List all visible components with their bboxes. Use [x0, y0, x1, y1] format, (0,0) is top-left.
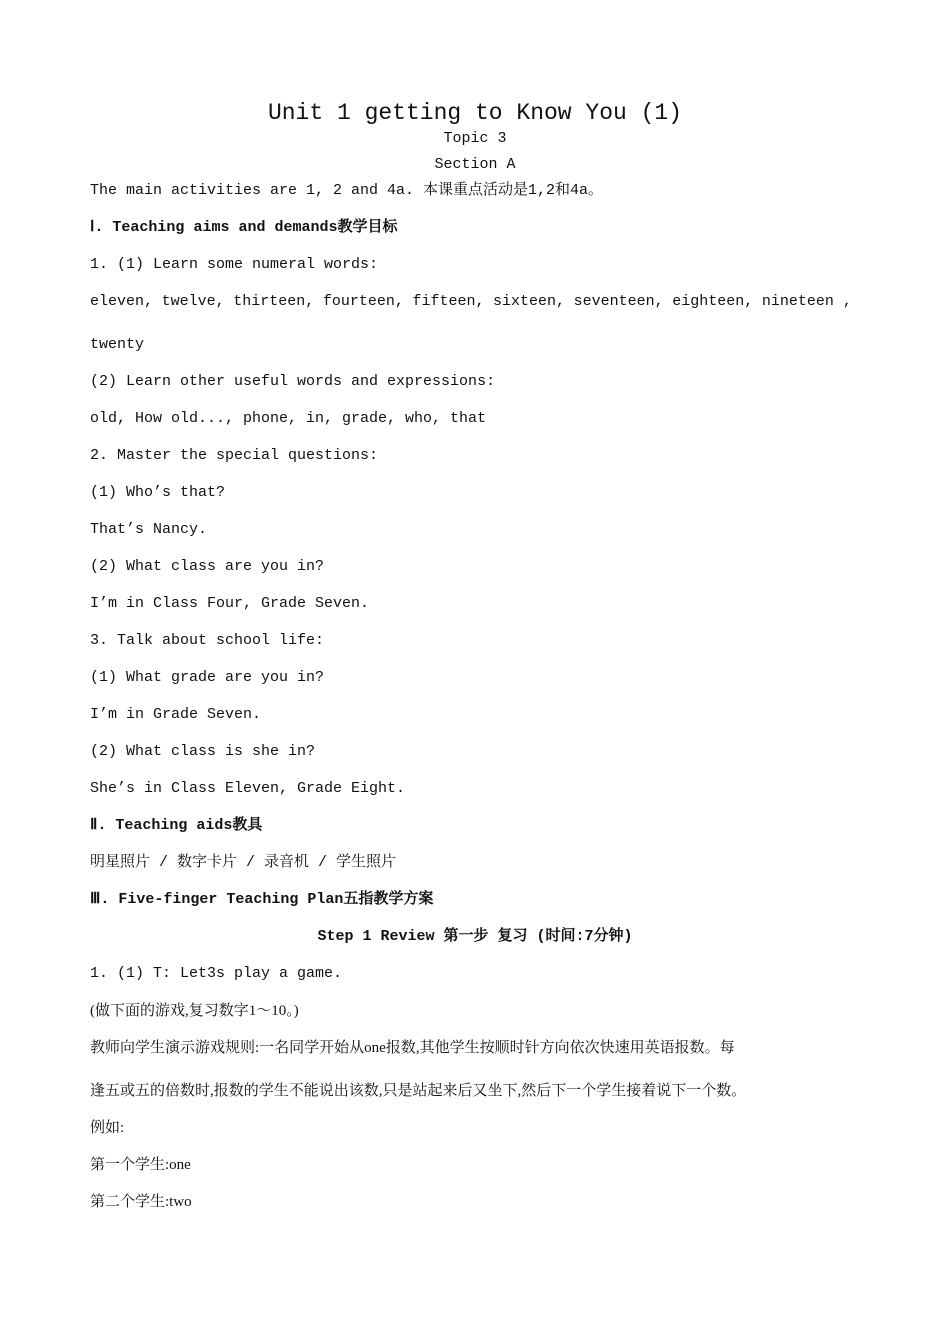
question-4: (2) What class is she in?: [90, 743, 316, 760]
question-3: (1) What grade are you in?: [90, 669, 325, 686]
numeral-word-last: twenty: [90, 336, 145, 353]
step-1-line-6: 第一个学生:one: [90, 1157, 191, 1173]
intro-text: The main activities are 1, 2 and 4a. 本课重点活动是1,2和4a。: [90, 182, 604, 199]
answer-3: I’m in Grade Seven.: [90, 706, 262, 723]
aim-item-2: 2. Master the special questions:: [90, 447, 379, 464]
step-1-line-7: 第二个学生:two: [90, 1194, 192, 1210]
step-1-line-4: 逢五或五的倍数时,报数的学生不能说出该数,只是站起来后又坐下,然后下一个学生接着说下一个数。: [90, 1083, 747, 1099]
numeral-word: eleven,: [90, 293, 154, 310]
numeral-word: fifteen,: [412, 293, 485, 310]
expressions-list: old, How old..., phone, in, grade, who, that: [90, 410, 487, 427]
document-title: Unit 1 getting to Know You (1): [267, 100, 683, 126]
numeral-word: sixteen,: [493, 293, 566, 310]
question-2: (2) What class are you in?: [90, 558, 325, 575]
answer-4: She’s in Class Eleven, Grade Eight.: [90, 780, 406, 797]
numeral-word: eighteen,: [672, 293, 754, 310]
answer-2: I’m in Class Four, Grade Seven.: [90, 595, 370, 612]
numeral-word: nineteen ,: [761, 293, 852, 310]
step-1-heading: Step 1 Review 第一步 复习 (时间:7分钟): [317, 928, 633, 945]
aids-content: 明星照片 / 数字卡片 / 录音机 / 学生照片: [90, 854, 397, 871]
numeral-word: twelve,: [161, 293, 225, 310]
numeral-word: seventeen,: [573, 293, 664, 310]
question-1: (1) Who’s that?: [90, 484, 226, 501]
aim-item-1-2: (2) Learn other useful words and expressions:: [90, 373, 496, 390]
plan-heading: Ⅲ. Five-finger Teaching Plan五指教学方案: [90, 891, 434, 908]
aim-item-3: 3. Talk about school life:: [90, 632, 325, 649]
step-1-line-2: (做下面的游戏,复习数字1～10。): [90, 1003, 299, 1019]
section-label: Section A: [434, 156, 516, 173]
step-1-line-1: 1. (1) T: Let3s play a game.: [90, 965, 343, 982]
answer-1: That’s Nancy.: [90, 521, 208, 538]
topic-label: Topic 3: [443, 130, 507, 147]
numeral-word: thirteen,: [233, 293, 315, 310]
aids-heading: Ⅱ. Teaching aids教具: [90, 817, 263, 834]
aim-item-1: 1. (1) Learn some numeral words:: [90, 256, 379, 273]
step-1-line-3: 教师向学生演示游戏规则:一名同学开始从one报数,其他学生按顺时针方向依次快速用英语报数。每: [90, 1040, 735, 1056]
numeral-word-list: [90, 292, 852, 312]
aims-heading: Ⅰ. Teaching aims and demands教学目标: [90, 219, 398, 236]
step-1-line-5: 例如:: [90, 1120, 125, 1136]
numeral-word: fourteen,: [322, 293, 404, 310]
